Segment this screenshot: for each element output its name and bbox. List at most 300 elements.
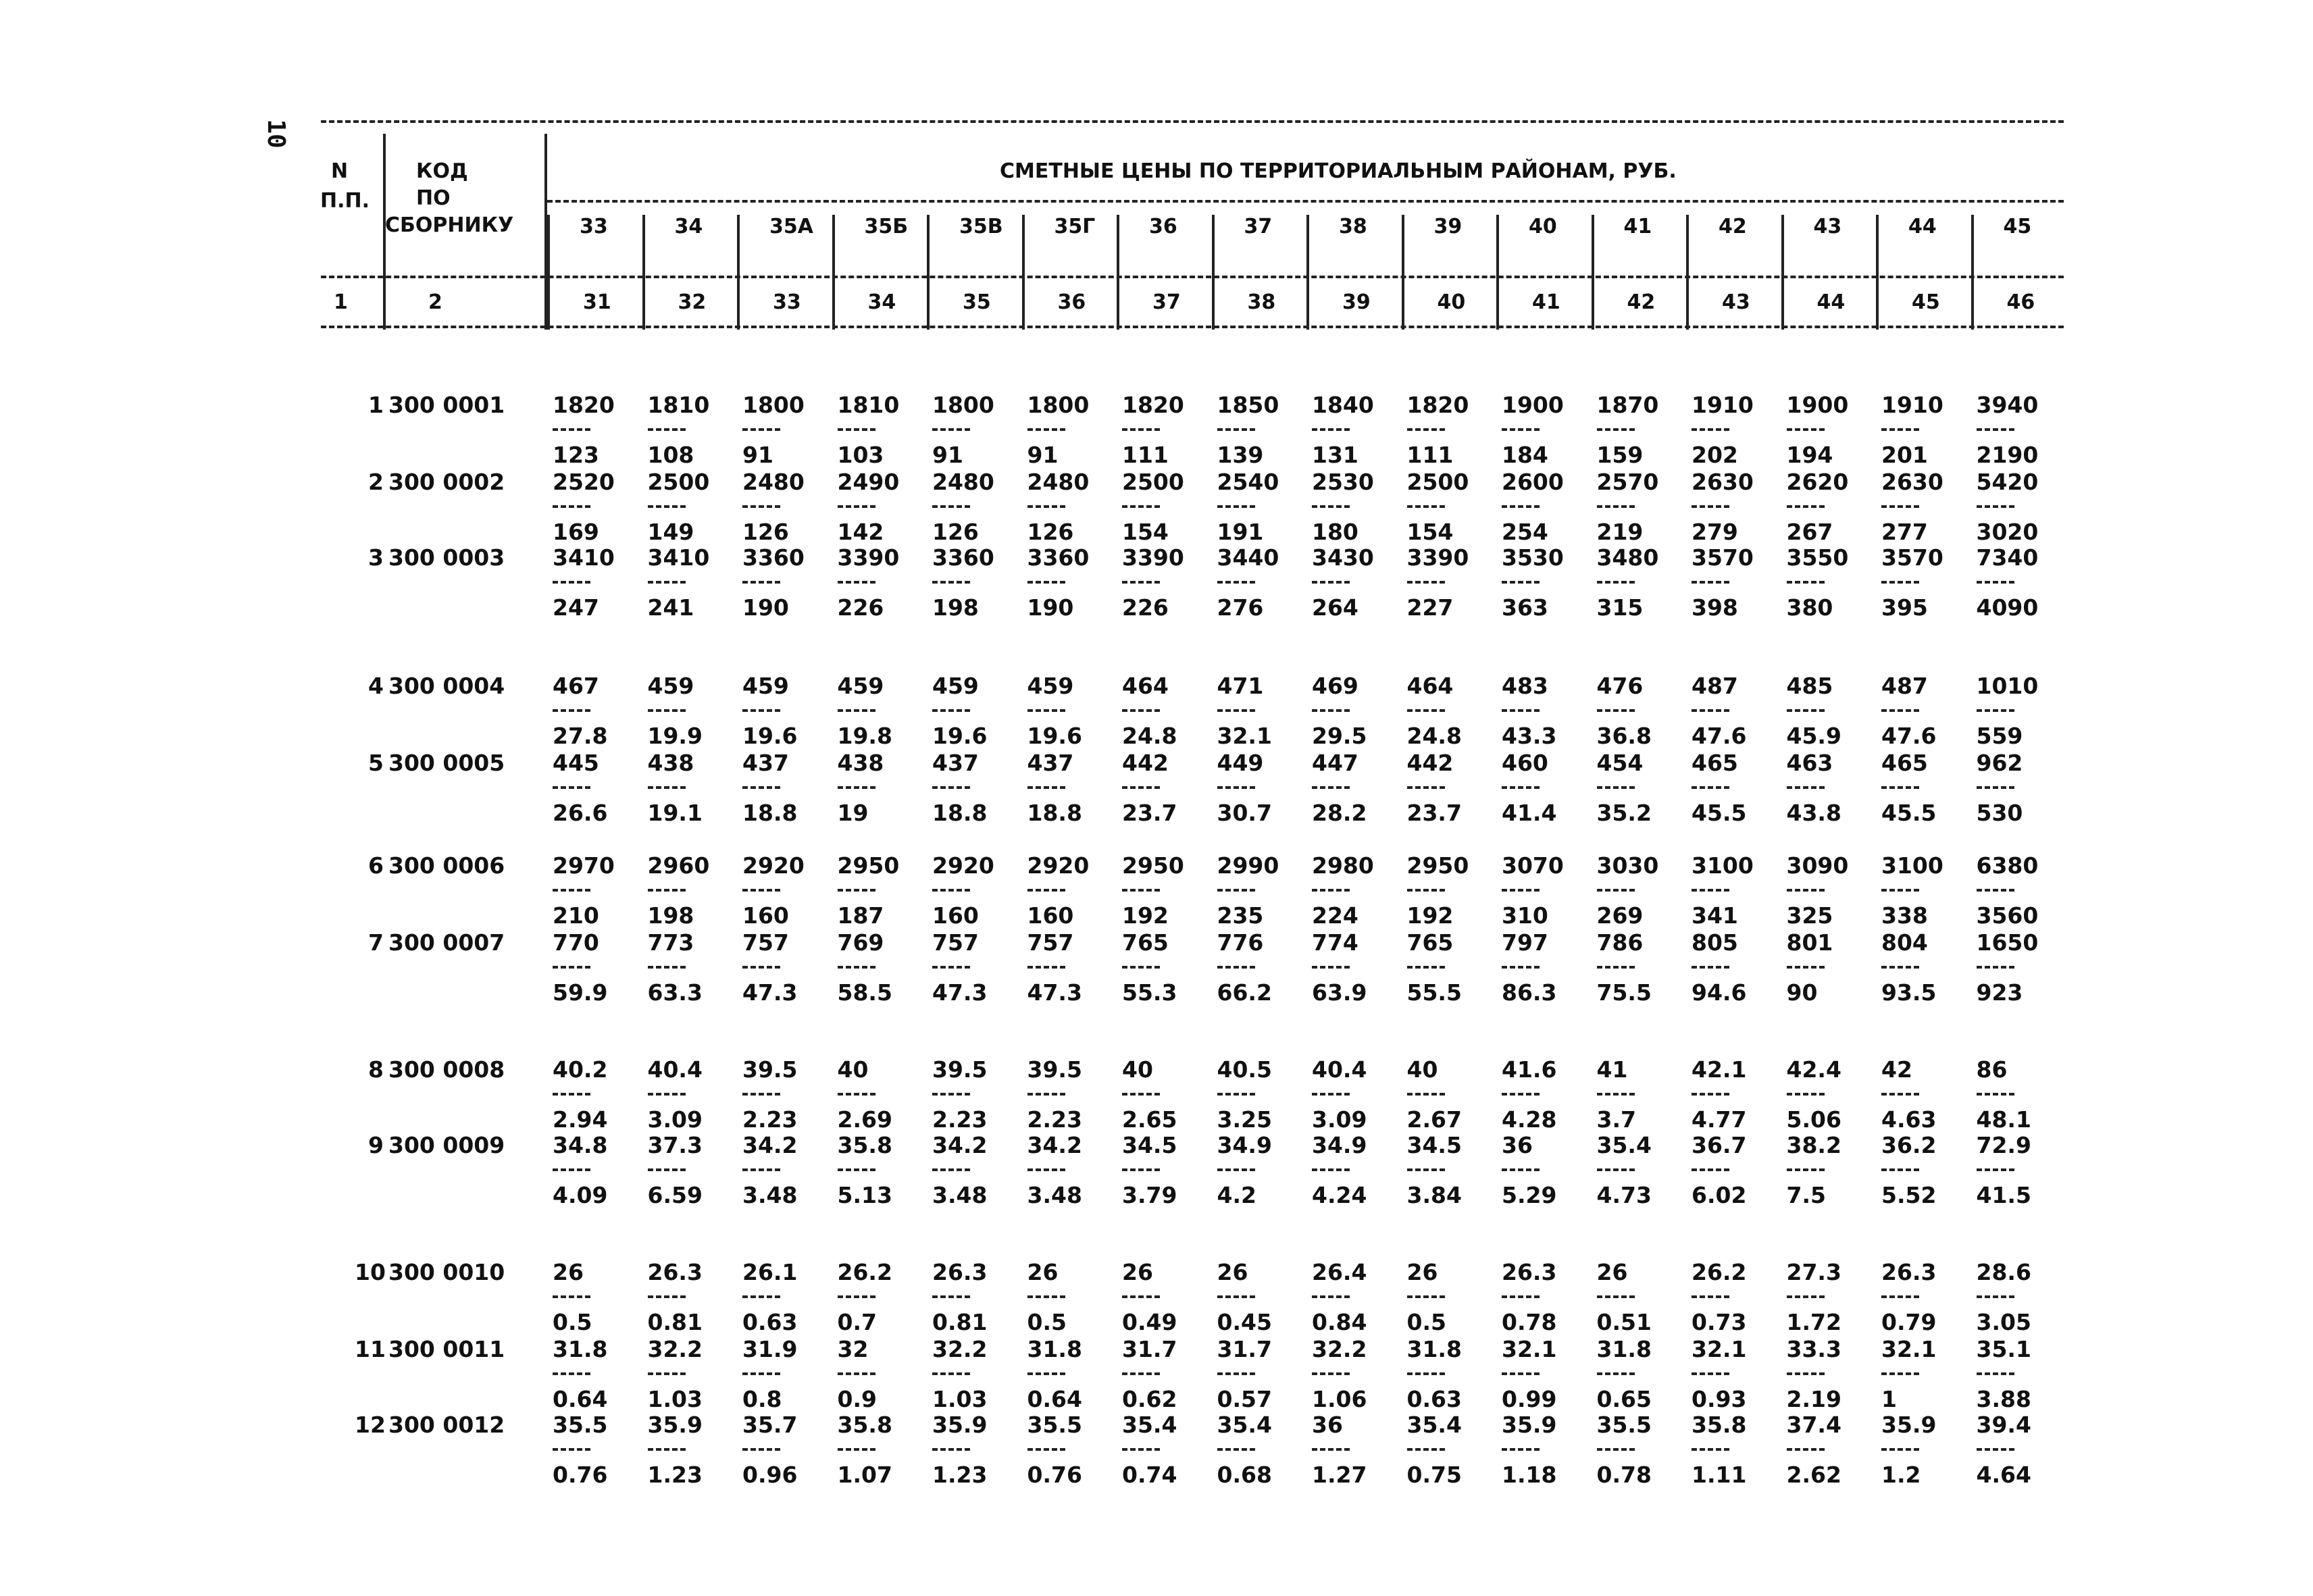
fraction-divider [1787,505,1825,508]
price-value: 2950 [1406,852,1469,879]
header-column-divider [832,215,835,330]
price-subvalue: 0.51 [1596,1309,1652,1335]
fraction-divider [1787,581,1825,584]
price-value: 37.4 [1786,1412,1841,1438]
fraction-divider [1881,581,1919,584]
fraction-divider [1692,786,1729,789]
price-value: 40.5 [1217,1056,1272,1083]
price-value: 770 [553,929,599,956]
price-subvalue: 3.05 [1976,1309,2031,1335]
price-subvalue: 3.79 [1122,1182,1177,1208]
fraction-divider [1597,1168,1635,1171]
price-subvalue: 241 [647,594,694,621]
row-number: 11 [355,1336,386,1362]
price-value: 35.4 [1406,1412,1462,1438]
price-subvalue: 226 [837,594,884,621]
price-value: 26.2 [837,1259,892,1285]
fraction-divider [932,966,970,969]
header-district: 34 [674,215,703,238]
row-number: 10 [355,1259,386,1285]
price-value: 469 [1312,673,1358,699]
fraction-divider [1122,709,1160,712]
price-subvalue: 0.99 [1502,1386,1557,1412]
fraction-divider [1027,1168,1065,1171]
price-subvalue: 23.7 [1406,800,1462,826]
fraction-divider [1977,581,2014,584]
price-subvalue: 1.06 [1312,1386,1367,1412]
fraction-divider [1027,505,1065,508]
price-subvalue: 2.69 [837,1106,892,1133]
price-value: 3430 [1312,544,1374,571]
price-value: 442 [1122,750,1169,776]
fraction-divider [648,505,686,508]
price-value: 3480 [1596,544,1659,571]
price-value: 3390 [1122,544,1184,571]
fraction-divider [1217,889,1255,892]
header-mid-rule [547,200,2064,203]
fraction-divider [838,966,875,969]
fraction-divider [1407,428,1445,431]
row-number: 2 [368,469,384,495]
header-district: 33 [580,215,608,238]
price-value: 459 [1027,673,1074,699]
price-value: 2480 [1027,469,1090,495]
price-subvalue: 1.03 [932,1386,988,1412]
fraction-divider [1122,1093,1160,1096]
price-value: 2920 [1027,852,1090,879]
price-value: 459 [742,673,789,699]
price-subvalue: 47.6 [1692,723,1747,749]
fraction-divider [1312,1448,1350,1451]
fraction-divider [1122,786,1160,789]
fraction-divider [553,709,590,712]
header-district: 35Г [1054,215,1096,238]
fraction-divider [1312,786,1350,789]
price-value: 465 [1881,750,1928,776]
fraction-divider [1407,1448,1445,1451]
price-subvalue: 1.07 [837,1462,892,1488]
fraction-divider [1407,966,1445,969]
price-value: 2540 [1217,469,1279,495]
fraction-divider [1502,1448,1540,1451]
fraction-divider [1597,786,1635,789]
fraction-divider [1407,709,1445,712]
row-code: 300 0002 [388,469,505,495]
price-subvalue: 19.1 [647,800,703,826]
price-subvalue: 4.24 [1312,1182,1367,1208]
price-value: 35.8 [1692,1412,1747,1438]
fraction-divider [742,505,780,508]
fraction-divider [1502,709,1540,712]
price-value: 3550 [1786,544,1849,571]
fraction-divider [1122,505,1160,508]
fraction-divider [1977,1093,2014,1096]
price-subvalue: 0.68 [1217,1462,1272,1488]
price-value: 31.8 [1596,1336,1652,1362]
fraction-divider [1027,1448,1065,1451]
price-subvalue: 47.3 [1027,979,1082,1006]
price-subvalue: 0.5 [1027,1309,1067,1335]
price-subvalue: 32.1 [1217,723,1272,749]
price-value: 31.8 [1027,1336,1082,1362]
price-value: 765 [1406,929,1454,956]
price-value: 26.3 [932,1259,988,1285]
fraction-divider [1881,966,1919,969]
price-value: 26 [1596,1259,1628,1285]
price-subvalue: 559 [1976,723,2023,749]
fraction-divider [1502,889,1540,892]
price-subvalue: 1.18 [1502,1462,1557,1488]
price-value: 757 [932,929,979,956]
price-subvalue: 192 [1122,902,1169,929]
fraction-divider [742,428,780,431]
price-value: 27.3 [1786,1259,1841,1285]
price-value: 2490 [837,469,900,495]
price-value: 5420 [1976,469,2039,495]
price-value: 757 [1027,929,1074,956]
price-value: 26.4 [1312,1259,1367,1285]
header-column-divider [1306,215,1309,330]
header-district: 35В [959,215,1003,238]
fraction-divider [1502,505,1540,508]
fraction-divider [1881,1448,1919,1451]
header-column-divider [1022,215,1025,330]
fraction-divider [1407,1168,1445,1171]
price-subvalue: 131 [1312,442,1358,468]
price-subvalue: 1 [1881,1386,1897,1412]
price-subvalue: 0.78 [1502,1309,1557,1335]
fraction-divider [742,1168,780,1171]
row-code: 300 0007 [388,929,505,956]
row-number: 8 [368,1056,384,1083]
price-value: 1800 [932,392,994,418]
price-subvalue: 41.5 [1976,1182,2031,1208]
fraction-divider [1027,1372,1065,1375]
price-subvalue: 1.03 [647,1386,703,1412]
price-subvalue: 126 [742,519,789,545]
fraction-divider [553,428,590,431]
price-subvalue: 108 [647,442,694,468]
price-value: 437 [742,750,789,776]
fraction-divider [932,889,970,892]
fraction-divider [1122,1168,1160,1171]
fraction-divider [648,786,686,789]
price-subvalue: 169 [553,519,599,545]
fraction-divider [1597,1448,1635,1451]
price-subvalue: 1.11 [1692,1462,1747,1488]
price-value: 36.7 [1692,1132,1747,1158]
price-subvalue: 24.8 [1122,723,1177,749]
row-code: 300 0005 [388,750,505,776]
price-subvalue: 1.23 [932,1462,988,1488]
fraction-divider [553,1168,590,1171]
price-subvalue: 19.8 [837,723,892,749]
fraction-divider [932,786,970,789]
fraction-divider [742,709,780,712]
fraction-divider [838,786,875,789]
price-subvalue: 2.67 [1406,1106,1462,1133]
fraction-divider [1787,709,1825,712]
price-subvalue: 2190 [1976,442,2039,468]
price-value: 35.4 [1122,1412,1177,1438]
price-subvalue: 254 [1502,519,1548,545]
fraction-divider [1027,786,1065,789]
fraction-divider [648,709,686,712]
price-subvalue: 3.7 [1596,1106,1636,1133]
price-subvalue: 264 [1312,594,1358,621]
price-value: 31.8 [1406,1336,1462,1362]
fraction-divider [1787,786,1825,789]
fraction-divider [932,1168,970,1171]
fraction-divider [1881,1168,1919,1171]
fraction-divider [1502,428,1540,431]
price-value: 438 [647,750,694,776]
price-value: 35.1 [1976,1336,2031,1362]
price-value: 31.8 [553,1336,608,1362]
price-value: 2920 [742,852,805,879]
price-value: 26 [1122,1259,1153,1285]
header-district: 41 [1623,215,1652,238]
fraction-divider [553,1372,590,1375]
price-subvalue: 123 [553,442,599,468]
price-subvalue: 159 [1596,442,1644,468]
price-subvalue: 0.78 [1596,1462,1652,1488]
price-subvalue: 149 [647,519,694,545]
price-value: 437 [932,750,979,776]
price-value: 447 [1312,750,1358,776]
row-number: 12 [355,1412,386,1438]
price-value: 3410 [553,544,615,571]
header-column-number: 45 [1912,290,1940,314]
price-value: 28.6 [1976,1259,2031,1285]
header-column-number: 39 [1342,290,1371,314]
price-value: 7340 [1976,544,2039,571]
fraction-divider [1217,581,1255,584]
fraction-divider [1787,428,1825,431]
price-value: 3100 [1881,852,1943,879]
price-subvalue: 398 [1692,594,1738,621]
fraction-divider [1312,1372,1350,1375]
price-subvalue: 0.49 [1122,1309,1177,1335]
price-value: 2620 [1786,469,1849,495]
price-value: 757 [742,929,789,956]
price-subvalue: 91 [742,442,773,468]
price-subvalue: 160 [1027,902,1074,929]
fraction-divider [553,581,590,584]
price-value: 776 [1217,929,1264,956]
price-value: 2950 [1122,852,1184,879]
price-value: 2630 [1881,469,1943,495]
header-code-label: КОД [416,159,468,183]
price-subvalue: 47.3 [932,979,988,1006]
price-value: 1010 [1976,673,2039,699]
price-subvalue: 41.4 [1502,800,1557,826]
price-value: 26 [553,1259,584,1285]
fraction-divider [1122,1448,1160,1451]
price-subvalue: 55.5 [1406,979,1462,1006]
price-value: 35.8 [837,1412,892,1438]
price-subvalue: 0.8 [742,1386,782,1412]
row-code: 300 0011 [388,1336,505,1362]
fraction-divider [1312,428,1350,431]
row-code: 300 0010 [388,1259,505,1285]
price-value: 39.5 [932,1056,988,1083]
header-district: 43 [1813,215,1842,238]
header-column-number: 35 [963,290,991,314]
price-value: 37.3 [647,1132,703,1158]
fraction-divider [932,505,970,508]
price-value: 35.9 [1881,1412,1937,1438]
price-subvalue: 93.5 [1881,979,1937,1006]
price-value: 40 [837,1056,869,1083]
row-number: 4 [368,673,384,699]
price-value: 26.1 [742,1259,798,1285]
price-subvalue: 4.63 [1881,1106,1937,1133]
fraction-divider [742,1372,780,1375]
fraction-divider [1881,505,1919,508]
price-value: 36 [1502,1132,1533,1158]
price-subvalue: 380 [1786,594,1833,621]
fraction-divider [1977,1372,2014,1375]
price-subvalue: 45.5 [1881,800,1937,826]
fraction-divider [1122,889,1160,892]
price-subvalue: 190 [742,594,789,621]
price-subvalue: 2.23 [932,1106,988,1133]
price-subvalue: 160 [742,902,789,929]
price-value: 32.1 [1881,1336,1937,1362]
price-value: 32.1 [1502,1336,1557,1362]
price-value: 26.3 [1881,1259,1937,1285]
price-subvalue: 63.3 [647,979,703,1006]
price-subvalue: 0.73 [1692,1309,1747,1335]
fraction-divider [1312,1168,1350,1171]
price-subvalue: 315 [1596,594,1644,621]
price-subvalue: 0.63 [742,1309,798,1335]
fraction-divider [1407,1372,1445,1375]
price-value: 34.8 [553,1132,608,1158]
fraction-divider [1217,709,1255,712]
fraction-divider [1692,1295,1729,1298]
price-value: 1820 [1406,392,1469,418]
header-bottom-rule [321,326,2064,328]
header-column-number: 40 [1437,290,1466,314]
fraction-divider [1977,505,2014,508]
row-code: 300 0006 [388,852,505,879]
fraction-divider [1692,709,1729,712]
price-subvalue: 154 [1406,519,1454,545]
fraction-divider [1312,966,1350,969]
price-value: 464 [1122,673,1169,699]
row-code: 300 0009 [388,1132,505,1158]
price-subvalue: 48.1 [1976,1106,2031,1133]
price-value: 38.2 [1786,1132,1841,1158]
price-subvalue: 4.2 [1217,1182,1256,1208]
price-subvalue: 0.5 [553,1309,592,1335]
price-subvalue: 2.94 [553,1106,608,1133]
price-subvalue: 3020 [1976,519,2039,545]
header-column-divider [737,215,740,330]
price-value: 2950 [837,852,900,879]
fraction-divider [1692,889,1729,892]
row-number: 9 [368,1132,384,1158]
price-value: 765 [1122,929,1169,956]
page-number: 10 [262,119,290,149]
price-subvalue: 192 [1406,902,1454,929]
price-value: 26 [1406,1259,1438,1285]
fraction-divider [1977,889,2014,892]
fraction-divider [742,889,780,892]
price-value: 445 [553,750,599,776]
price-subvalue: 45.9 [1786,723,1841,749]
fraction-divider [1881,1093,1919,1096]
price-subvalue: 530 [1976,800,2023,826]
price-subvalue: 27.8 [553,723,608,749]
price-subvalue: 18.8 [1027,800,1082,826]
header-district: 42 [1719,215,1747,238]
price-subvalue: 126 [932,519,979,545]
price-subvalue: 3.09 [1312,1106,1367,1133]
price-subvalue: 226 [1122,594,1169,621]
price-value: 487 [1692,673,1738,699]
header-column-number: 43 [1722,290,1750,314]
price-value: 459 [837,673,884,699]
header-column-divider [1686,215,1689,330]
fraction-divider [838,1295,875,1298]
price-subvalue: 198 [647,902,694,929]
row-code: 300 0004 [388,673,505,699]
fraction-divider [1217,1448,1255,1451]
price-subvalue: 91 [932,442,963,468]
fraction-divider [648,1295,686,1298]
price-value: 773 [647,929,694,956]
price-subvalue: 202 [1692,442,1738,468]
fraction-divider [1407,786,1445,789]
price-value: 2480 [742,469,805,495]
price-value: 34.5 [1122,1132,1177,1158]
price-value: 3100 [1692,852,1754,879]
price-value: 805 [1692,929,1738,956]
price-subvalue: 269 [1596,902,1644,929]
price-subvalue: 325 [1786,902,1833,929]
price-value: 26.3 [647,1259,703,1285]
fraction-divider [742,1093,780,1096]
fraction-divider [648,889,686,892]
fraction-divider [1787,1093,1825,1096]
price-value: 1650 [1976,929,2039,956]
price-value: 460 [1502,750,1548,776]
price-subvalue: 24.8 [1406,723,1462,749]
fraction-divider [1407,1295,1445,1298]
price-value: 449 [1217,750,1264,776]
price-value: 2570 [1596,469,1659,495]
price-subvalue: 59.9 [553,979,608,1006]
price-value: 3390 [1406,544,1469,571]
price-subvalue: 5.29 [1502,1182,1557,1208]
fraction-divider [1787,889,1825,892]
header-column-number: 36 [1057,290,1086,314]
header-sub-rule [321,276,2064,278]
header-column-divider [1781,215,1784,330]
price-subvalue: 363 [1502,594,1548,621]
price-subvalue: 28.2 [1312,800,1367,826]
fraction-divider [1312,505,1350,508]
price-subvalue: 90 [1786,979,1818,1006]
fraction-divider [1312,581,1350,584]
fraction-divider [838,889,875,892]
fraction-divider [742,1295,780,1298]
header-num-label-2: П.П. [320,189,370,213]
price-value: 1800 [742,392,805,418]
